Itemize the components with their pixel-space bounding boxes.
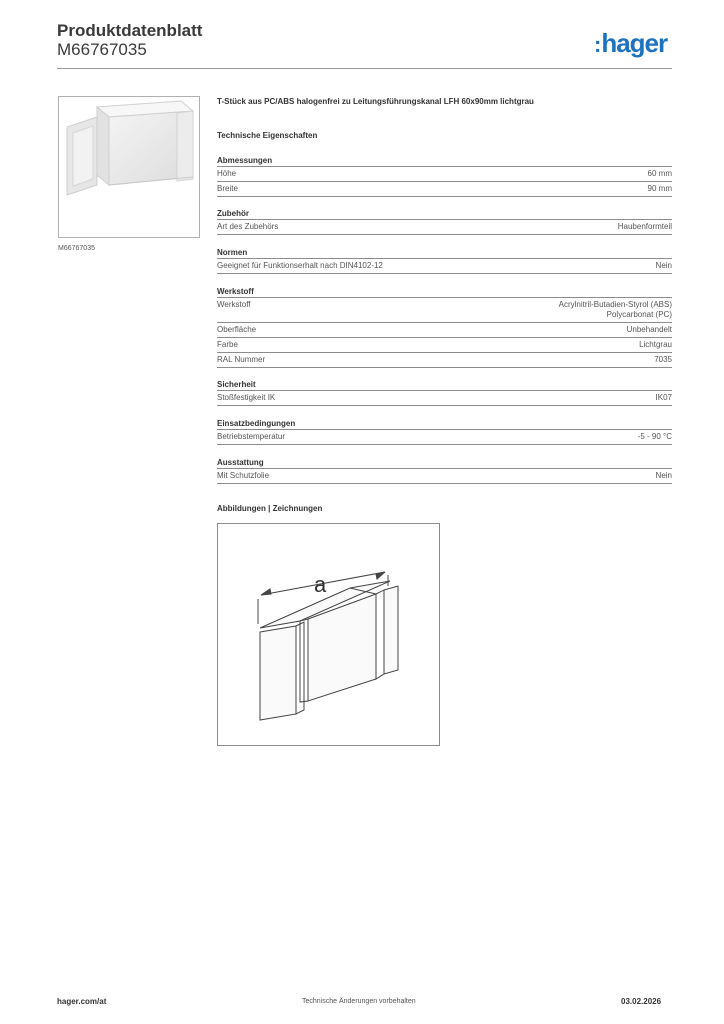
section-zubehoer [217,208,672,235]
footer-date: 03.02.2026 [621,997,662,1006]
tech-properties-heading: Technische Eigenschaften [217,131,318,140]
spec-value: IK07 [655,393,672,402]
section-title: Ausstattung [217,457,672,469]
spec-row [217,167,672,182]
section-einsatzbedingungen [217,418,672,445]
spec-value: Nein [655,471,672,480]
spec-value: Unbehandelt [626,325,672,334]
spec-row [217,182,672,197]
spec-label: Breite [217,184,238,193]
image-caption: M66767035 [58,245,95,252]
spec-row [217,391,672,406]
spec-label: RAL Nummer [217,355,266,364]
section-title: Einsatzbedingungen [217,418,672,430]
spec-label: Höhe [217,169,237,178]
spec-row [217,430,672,445]
t-piece-photo-icon [59,97,199,237]
spec-label: Art des Zubehörs [217,222,279,231]
section-ausstattung [217,457,672,484]
spec-label: Stoßfestigkeit IK [217,393,276,402]
spec-value: Nein [655,261,672,270]
spec-row [217,469,672,484]
dimension-label: a [314,572,327,597]
spec-row [217,323,672,338]
header-divider [57,68,672,69]
product-title: T-Stück aus PC/ABS halogenfrei zu Leitungsführungskanal LFH 60x90mm lichtgrau [217,97,534,106]
section-title: Sicherheit [217,379,672,391]
spec-label: Mit Schutzfolie [217,471,270,480]
spec-label: Betriebstemperatur [217,432,286,441]
spec-value [559,300,672,320]
spec-value: Haubenformteil [617,222,672,231]
footer-website[interactable]: hager.com/at [57,997,107,1006]
spec-label: Werkstoff [217,300,251,309]
spec-row [217,338,672,353]
logo-text: hager [601,28,668,58]
spec-value: Lichtgrau [639,340,672,349]
section-title: Normen [217,247,672,259]
drawings-heading: Abbildungen | Zeichnungen [217,504,323,513]
spec-label: Oberfläche [217,325,257,334]
footer-notice: Technische Änderungen vorbehalten [302,998,416,1005]
product-image [58,96,200,238]
spec-value-line: Acrylnitril-Butadien-Styrol (ABS) [558,300,672,309]
section-sicherheit [217,379,672,406]
spec-value-line: Polycarbonat (PC) [606,310,672,319]
section-title: Abmessungen [217,155,672,167]
section-title: Zubehör [217,208,672,220]
spec-row [217,298,672,323]
spec-row [217,220,672,235]
spec-label: Farbe [217,340,238,349]
spec-row [217,259,672,274]
spec-label: Geeignet für Funktionserhalt nach DIN4102-12 [217,261,383,270]
section-title: Werkstoff [217,286,672,298]
spec-value: -5 - 90 °C [637,432,672,441]
page-title: Produktdatenblatt [57,21,203,40]
spec-row [217,353,672,368]
spec-value: 60 mm [647,169,672,178]
section-werkstoff [217,286,672,368]
technical-drawing [217,523,440,746]
t-piece-drawing-icon [218,524,439,745]
spec-value: 7035 [654,355,672,364]
hager-logo [594,28,667,59]
spec-value: 90 mm [647,184,672,193]
section-abmessungen [217,155,672,197]
logo-dots-icon: : [594,32,601,57]
article-number: M66767035 [57,40,147,59]
section-normen [217,247,672,274]
